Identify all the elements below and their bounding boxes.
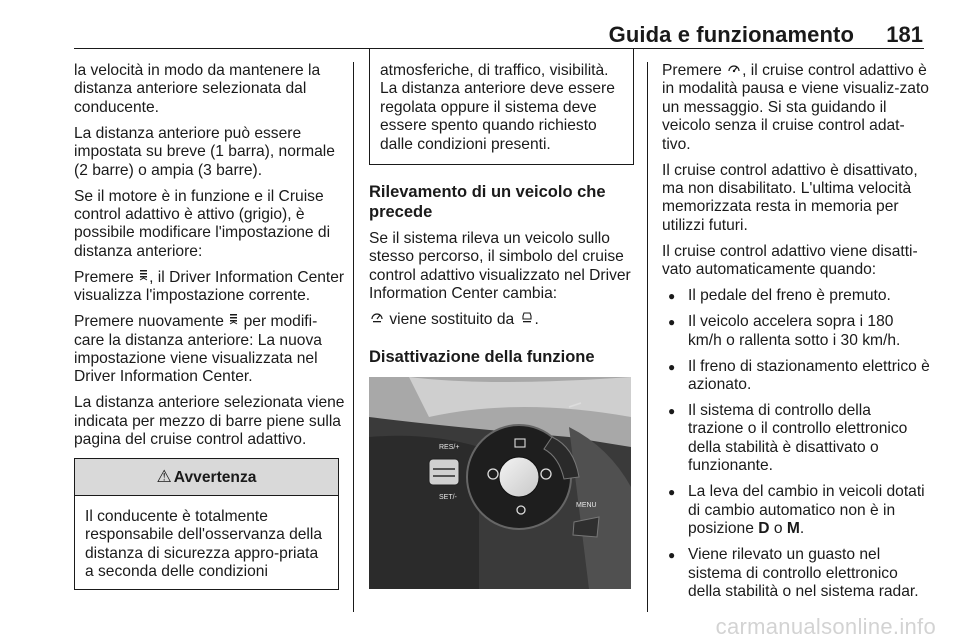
section-heading: Disattivazione della funzione (369, 347, 595, 366)
warning-body: Il conducente è totalmente responsabile dell'osservanza della distanza di sicurezza appro-priata a seconda delle condizioni (85, 507, 323, 580)
cruise-control-icon (369, 311, 385, 325)
section-heading: Rilevamento di un veicolo che precede (369, 183, 606, 221)
paragraph: Il cruise control adattivo viene disatti-vato automaticamente quando: (662, 242, 918, 279)
paragraph: La distanza anteriore selezionata viene indicata per mezzo di barre piene sulla pagina del cruise control adattivo. (74, 394, 345, 449)
list-item: ● La leva del cambio in veicoli dotati di cambio automatico non è in posizione D o M. (662, 483, 930, 538)
paragraph: La distanza anteriore può essere impostata su breve (1 barra), normale (2 barre) o ampia (3 barre). (74, 124, 335, 179)
distance-gap-icon (138, 269, 149, 283)
warning-box (74, 458, 339, 591)
paragraph: Se il motore è in funzione e il Cruise control adattivo è attivo (grigio), è possibile modificare l'impostazione di distanza anteriore: (74, 187, 331, 260)
paragraph: Premere , il cruise control adattivo è in modalità pausa e viene visualiz-zato un messaggio. Si sta guidando il veicolo senza il cruise control adat-tivo. (662, 62, 929, 153)
paragraph: Premere nuovamente per modifi-care la distanza anteriore: La nuova impostazione viene visualizzata nel Driver Information Center. (74, 313, 322, 386)
column-divider (647, 62, 648, 612)
column-middle (369, 48, 637, 589)
paragraph: Il cruise control adattivo è disattivato, ma non disabilitato. L'ultima velocità memorizzata resta in memoria per utilizzi futuri. (662, 161, 918, 234)
deactivation-list (662, 287, 930, 601)
cruise-control-pause-icon (726, 62, 742, 76)
paragraph: viene sostituito da . (369, 311, 637, 329)
page-header (74, 0, 924, 49)
paragraph: Premere , il Driver Information Center visualizza l'impostazione corrente. (74, 268, 345, 305)
distance-gap-icon (228, 313, 239, 327)
menu-label: MENU (576, 502, 597, 510)
watermark: carmanualsonline.info (715, 614, 936, 639)
list-item: ● Il veicolo accelera sopra i 180 km/h o rallenta sotto i 30 km/h. (662, 313, 930, 350)
paragraph: la velocità in modo da mantenere la distanza anteriore selezionata dal conducente. (74, 62, 321, 116)
warning-box-continued: atmosferiche, di traffico, visibilità. La distanza anteriore deve essere regolata oppure il sistema deve essere spento quando richiesto dalle condizioni presenti. (369, 48, 634, 165)
set-minus-label: SET/- (439, 494, 457, 502)
list-item: ● Il sistema di controllo della trazione o il controllo elettronico della stabilità è disattivato o funzionante. (662, 402, 930, 476)
list-item: ● Il pedale del freno è premuto. (662, 287, 930, 305)
warning-header (75, 459, 338, 496)
vehicle-ahead-icon (519, 311, 535, 325)
column-divider (353, 62, 354, 612)
steering-wheel-controls-figure (369, 377, 631, 589)
page-title: Guida e funzionamento (608, 22, 854, 47)
page-number: 181 (886, 22, 923, 47)
list-item: ● Il freno di stazionamento elettrico è azionato. (662, 358, 930, 395)
column-right (662, 62, 930, 609)
list-item: ● Viene rilevato un guasto nel sistema di controllo elettronico della stabilità o nel sistema radar. (662, 546, 930, 601)
warning-triangle-icon: ⚠ (156, 466, 172, 486)
column-left (74, 62, 346, 590)
res-plus-label: RES/+ (439, 444, 460, 452)
warning-title: Avvertenza (173, 468, 257, 486)
paragraph: Se il sistema rileva un veicolo sullo stesso percorso, il simbolo del cruise control adattivo visualizzato nel Driver Information Center cambia: (369, 230, 631, 303)
